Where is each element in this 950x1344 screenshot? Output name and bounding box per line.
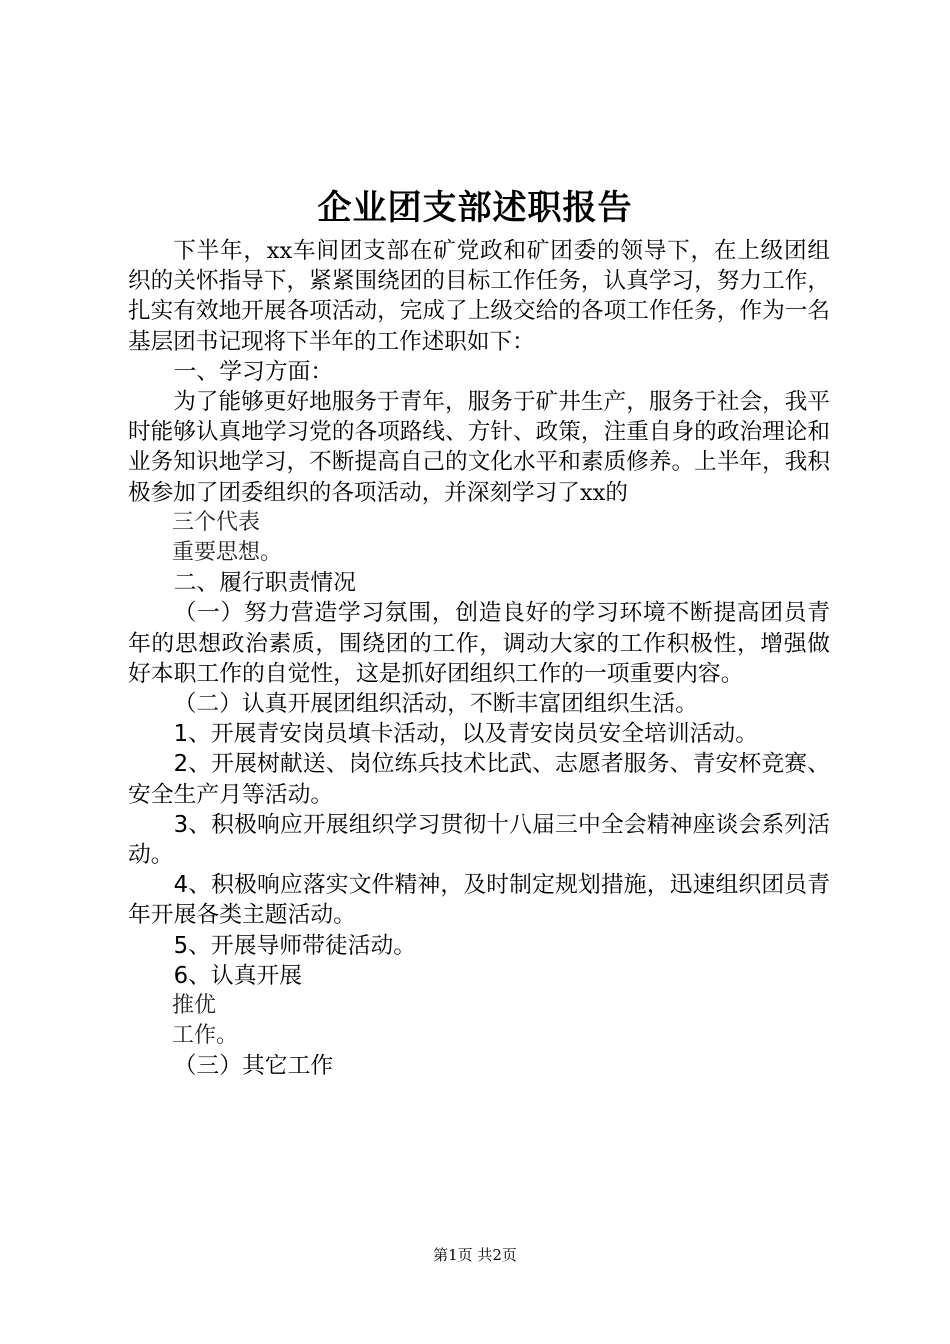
- page-number-footer: 第1页 共2页: [433, 1246, 517, 1264]
- paragraph-duty-one: （一）努力营造学习氛围，创造良好的学习环境不断提高团员青年的思想政治素质，围绕团的工作，调动大家的工作积极性，增强做好本职工作的自觉性，这是抓好团组织工作的一项重要内容。: [128, 600, 830, 687]
- paragraph-intro: 下半年，xx车间团支部在矿党政和矿团委的领导下，在上级团组织的关怀指导下，紧紧围绕团的目标工作任务，认真学习，努力工作，扎实有效地开展各项活动，完成了上级交给的各项工作任务，作为一名基层团书记现将下半年的工作述职如下：: [128, 238, 830, 355]
- list-item-6: 6、认真开展: [173, 962, 303, 989]
- fragment-three-represents: 三个代表: [172, 509, 261, 535]
- heading-study: 一、学习方面：: [173, 358, 334, 385]
- paragraph-duty-two: （二）认真开展团组织活动，不断丰富团组织生活。: [173, 691, 698, 718]
- list-item-3: 3、积极响应开展组织学习贯彻十八届三中全会精神座谈会系列活动。: [128, 811, 830, 869]
- fragment-recommend: 推优: [172, 993, 217, 1019]
- fragment-work: 工作。: [172, 1023, 239, 1049]
- list-item-2: 2、开展树献送、岗位练兵技术比武、志愿者服务、青安杯竞赛、安全生产月等活动。: [128, 751, 830, 808]
- document-title: 企业团支部述职报告: [317, 188, 633, 228]
- paragraph-study: 为了能够更好地服务于青年，服务于矿井生产，服务于社会，我平时能够认真地学习党的各项路线、方针、政策，注重自身的政治理论和业务知识地学习，不断提高自己的文化水平和素质修养。上半年，我积极参加了团委组织的各项活动，并深刻学习了xx的: [128, 389, 830, 506]
- fragment-important-thought: 重要思想。: [172, 540, 283, 566]
- document-body: [128, 236, 830, 1082]
- list-item-1: 1、开展青安岗员填卡活动，以及青安岗员安全培训活动。: [173, 721, 759, 748]
- list-item-5: 5、开展导师带徒活动。: [173, 932, 417, 959]
- heading-duties: 二、履行职责情况: [173, 570, 356, 597]
- list-item-4: 4、积极响应落实文件精神，及时制定规划措施，迅速组织团员青年开展各类主题活动。: [128, 872, 830, 929]
- heading-other-work: （三）其它工作: [173, 1053, 334, 1080]
